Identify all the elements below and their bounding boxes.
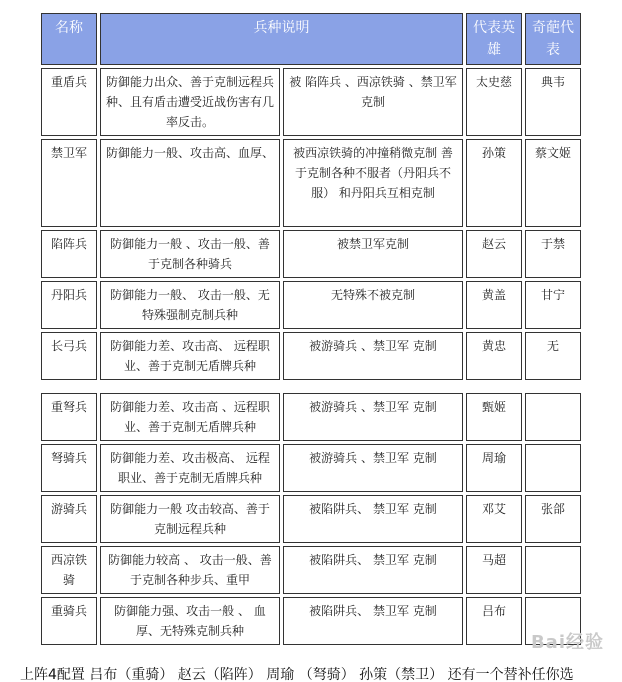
unit-hero: 黄忠 [466,332,522,380]
unit-odd: 张郃 [525,495,581,543]
table-row [41,495,581,543]
unit-table-1 [38,10,584,383]
unit-counter: 被 陷阵兵 、西凉铁骑 、禁卫军 克制 [283,68,463,136]
unit-counter: 被游骑兵 、禁卫军 克制 [283,332,463,380]
unit-counter: 被游骑兵 、禁卫军 克制 [283,393,463,441]
table-row [41,68,581,136]
unit-odd [525,393,581,441]
table-row [41,139,581,227]
unit-name: 陷阵兵 [41,230,97,278]
unit-odd: 典韦 [525,68,581,136]
unit-name: 重骑兵 [41,597,97,645]
unit-hero: 孙策 [466,139,522,227]
unit-name: 西凉铁骑 [41,546,97,594]
unit-hero: 黄盖 [466,281,522,329]
unit-odd: 于禁 [525,230,581,278]
table-row [41,597,581,645]
unit-name: 长弓兵 [41,332,97,380]
unit-counter: 被陷阱兵、 禁卫军 克制 [283,597,463,645]
table-header-row [41,13,581,65]
unit-description: 防御能力一般 、攻击一般、善于克制各种骑兵 [100,230,280,278]
baidu-watermark: Bai经验 [530,632,604,653]
unit-description: 防御能力一般、 攻击一般、无特殊强制克制兵种 [100,281,280,329]
unit-counter: 无特殊不被克制 [283,281,463,329]
header-hero: 代表英雄 [466,13,522,65]
header-odd: 奇葩代表 [525,13,581,65]
unit-description: 防御能力差、攻击高 、远程职业、善于克制无盾牌兵种 [100,393,280,441]
table-row [41,546,581,594]
unit-name: 弩骑兵 [41,444,97,492]
unit-counter: 被陷阱兵、 禁卫军 克制 [283,495,463,543]
unit-odd [525,444,581,492]
unit-description: 防御能力差、攻击高、 远程职业、善于克制无盾牌兵种 [100,332,280,380]
unit-hero: 吕布 [466,597,522,645]
unit-name: 重弩兵 [41,393,97,441]
unit-hero: 赵云 [466,230,522,278]
unit-description: 防御能力强、攻击一般 、 血厚、无特殊克制兵种 [100,597,280,645]
footer-text: 上阵4配置 吕布（重骑） 赵云（陷阵） 周瑜 （弩骑） 孙策（禁卫） 还有一个替补任你选 [20,667,574,682]
table-row [41,393,581,441]
unit-odd: 甘宁 [525,281,581,329]
unit-hero: 邓艾 [466,495,522,543]
unit-description: 防御能力出众、善于克制远程兵种、且有盾击遭受近战伤害有几率反击。 [100,68,280,136]
unit-description: 防御能力差、攻击极高、 远程职业、善于克制无盾牌兵种 [100,444,280,492]
unit-description: 防御能力较高 、 攻击一般、善于克制各种步兵、重甲 [100,546,280,594]
table-row [41,230,581,278]
table-row [41,444,581,492]
unit-odd: 无 [525,332,581,380]
unit-hero: 太史慈 [466,68,522,136]
header-description: 兵种说明 [100,13,463,65]
unit-counter: 被游骑兵 、禁卫军 克制 [283,444,463,492]
unit-counter: 被禁卫军克制 [283,230,463,278]
unit-name: 游骑兵 [41,495,97,543]
unit-name: 禁卫军 [41,139,97,227]
unit-description: 防御能力一般、攻击高、血厚、 [100,139,280,227]
unit-counter: 被西凉铁骑的冲撞稍微克制 善于克制各种不服者（丹阳兵不服） 和丹阳兵互相克制 [283,139,463,227]
unit-name: 丹阳兵 [41,281,97,329]
table-row [41,332,581,380]
unit-odd: 蔡文姬 [525,139,581,227]
header-name: 名称 [41,13,97,65]
table-row [41,281,581,329]
unit-hero: 周瑜 [466,444,522,492]
unit-description: 防御能力一般 攻击较高、善于克制远程兵种 [100,495,280,543]
unit-odd [525,546,581,594]
unit-table-2 [38,390,584,648]
unit-hero: 甄姬 [466,393,522,441]
unit-name: 重盾兵 [41,68,97,136]
unit-counter: 被陷阱兵、 禁卫军 克制 [283,546,463,594]
unit-hero: 马超 [466,546,522,594]
